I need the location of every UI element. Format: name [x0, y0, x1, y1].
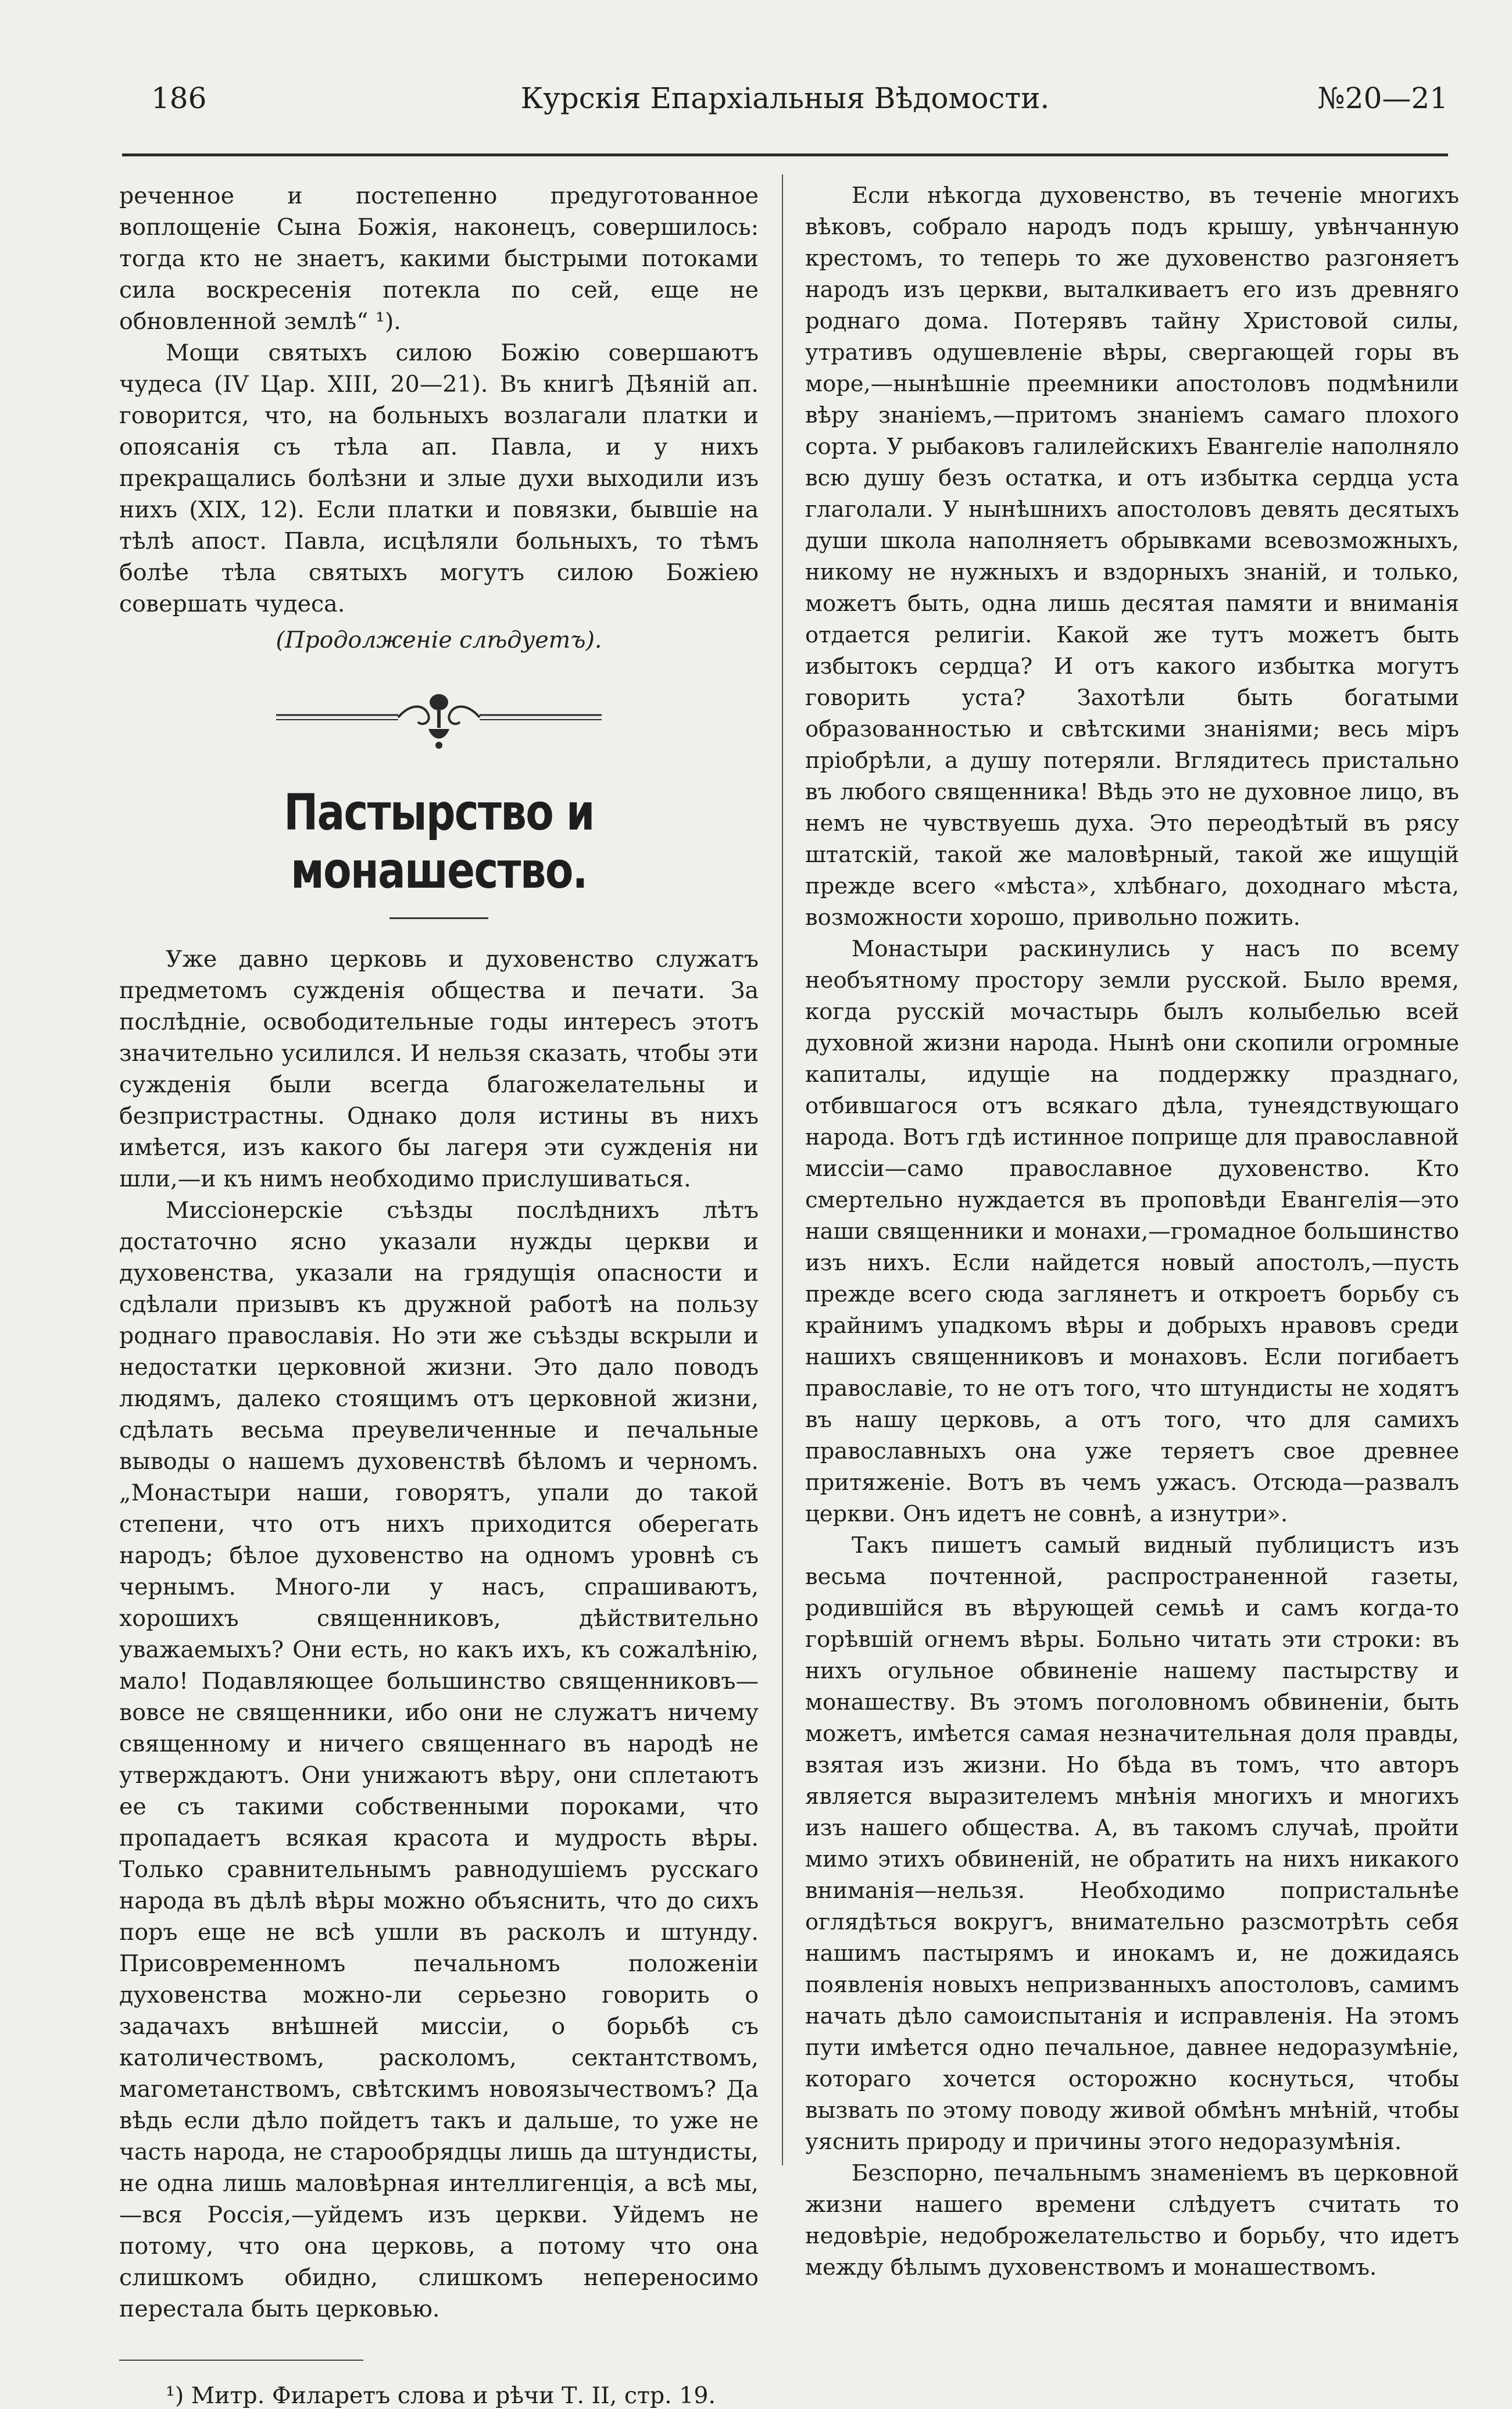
right-column [805, 180, 1459, 2283]
article-paragraph: Безспорно, печальнымъ знаменіемъ въ церковной жизни нашего времени слѣдуетъ считать то недовѣріе, недоброжелательство и борьбу, что идетъ между бѣлымъ духовенствомъ и монашествомъ. [805, 2160, 1459, 2281]
continuation-paragraph: Мощи святыхъ силою Божію совершаютъ чудеса (IV Цар. XIII, 20—21). Въ книгѣ Дѣяній ап. говорится, что, на больныхъ возлагали платки и опоясанія съ тѣла ап. Павла, и у нихъ прекращались болѣзни и злые духи выходили изъ нихъ (XIX, 12). Если платки и повязки, бывшіе на тѣлѣ апост. Павла, исцѣляли больныхъ, то тѣмъ болѣе тѣла святыхъ могутъ силою Божіею совершать чудеса. [119, 339, 759, 617]
left-column [119, 180, 759, 2407]
article-paragraph: Миссіонерскіе съѣзды послѣднихъ лѣтъ достаточно ясно указали нужды церкви и духовенства, указали на грядущія опасности и сдѣлали призывъ къ дружной работѣ на пользу роднаго православія. Но эти же съѣзды вскрыли и недостатки церковной жизни. Это дало поводъ людямъ, далеко стоящимъ отъ церковной жизни, сдѣлать весьма преувеличенные и печальные выводы о нашемъ духовенствѣ бѣломъ и черномъ. „Монастыри наши, говорятъ, упали до такой степени, что отъ нихъ приходится оберегать народъ; бѣлое духовенство на одномъ уровнѣ съ чернымъ. Много-ли у насъ, спрашиваютъ, хорошихъ священниковъ, дѣйствительно уважаемыхъ? Они есть, но какъ ихъ, къ сожалѣнію, мало! Подавляющее большинство священниковъ—вовсе не священники, ибо они не служатъ ничему священному и ничего священнаго въ народѣ не утверждаютъ. Они унижаютъ вѣру, они сплетаютъ ее съ такими собственными пороками, что пропадаетъ всякая красота и мудрость вѣры. Только сравнительнымъ равнодушіемъ русскаго народа въ дѣлѣ вѣры можно объяснить, что до сихъ поръ еще не всѣ ушли въ расколъ и штунду. Присовременномъ печальномъ положеніи духовенства можно-ли серьезно говорить о задачахъ внѣшней миссіи, о борьбѣ съ католичествомъ, расколомъ, сектантствомъ, магометанствомъ, свѣтскимъ новоязычествомъ? Да вѣдь если дѣло пойдетъ такъ и дальше, то уже не часть народа, не старообрядцы лишь да штундисты, не одна лишь маловѣрная интеллигенція, а всѣ мы,—вся Россія,—уйдемъ изъ церкви. Уйдемъ не потому, что она церковь, а потому что она слишкомъ обидно, слишкомъ непереносимо перестала быть церковью. [119, 1197, 759, 2322]
footnote: ¹) Митр. Филаретъ слова и рѣчи Т. II, стр. 19. [166, 2382, 716, 2409]
footnote-rule [119, 2360, 363, 2361]
issue-number: №20—21 [1317, 81, 1448, 115]
column-divider [782, 174, 783, 2165]
page-number: 186 [151, 81, 207, 115]
continued-note: (Продолженіе слѣдуетъ). [276, 627, 602, 653]
article-paragraph: Монастыри раскинулись у насъ по всему необъятному простору земли русской. Было время, когда русскій мочастырь былъ колыбелью всей духовной жизни народа. Нынѣ они скопили огромные капиталы, идущіе на поддержку празднаго, отбившагося отъ всякаго дѣла, тунеядствующаго народа. Вотъ гдѣ истинное поприще для православной миссіи—само православное духовенство. Кто смертельно нуждается въ проповѣди Евангелія—это наши священники и монахи,—громадное большинство изъ нихъ. Если найдется новый апостолъ,—пусть прежде всего сюда заглянетъ и откроетъ борьбу съ крайнимъ упадкомъ вѣры и добрыхъ нравовъ среди нашихъ священниковъ и монаховъ. Если погибаетъ православіе, то не отъ того, что штундисты не ходятъ въ нашу церковь, а отъ того, что для самихъ православныхъ она уже теряетъ свое древнее притяженіе. Вотъ въ чемъ ужасъ. Отсюда—развалъ церкви. Онъ идетъ не совнѣ, а изнутри». [805, 936, 1459, 1527]
continuation-paragraph: реченное и постепенно предуготованное воплощеніе Сына Божія, наконецъ, совершилось: тогда кто не знаетъ, какими быстрыми потоками сила воскресенія потекла по сей, еще не обновленной землѣ“ ¹). [119, 183, 759, 335]
article-paragraph: Уже давно церковь и духовенство служатъ предметомъ сужденія общества и печати. За послѣдніе, освободительные годы интересъ этотъ значительно усилился. И нельзя сказать, чтобы эти сужденія были всегда благожелательны и безпристрастны. Однако доля истины въ нихъ имѣется, изъ какого бы лагеря эти сужденія ни шли,—и къ нимъ необходимо прислушиваться. [119, 946, 759, 1192]
article-paragraph: Такъ пишетъ самый видный публицистъ изъ весьма почтенной, распространенной газеты, родившійся въ вѣрующей семьѣ и самъ когда-то горѣвшій огнемъ вѣры. Больно читать эти строки: въ нихъ огульное обвиненіе нашему пастырству и монашеству. Въ этомъ поголовномъ обвиненіи, быть можетъ, имѣется самая незначительная доля правды, взятая изъ жизни. Но бѣда въ томъ, что авторъ является выразителемъ мнѣнія многихъ и многихъ изъ нашего общества. А, въ такомъ случаѣ, пройти мимо этихъ обвиненій, не обратить на нихъ никакого вниманія—нельзя. Необходимо попристальнѣе оглядѣться вокругъ, внимательно разсмотрѣть себя нашимъ пастырямъ и инокамъ и, не дожидаясь появленія новыхъ непризванныхъ апостоловъ, самимъ начать дѣло самоиспытанія и исправленія. На этомъ пути имѣется одно печальное, давнее недоразумѣніе, котораго хочется осторожно коснуться, чтобы вызвать по этому поводу живой обмѣнъ мнѣній, чтобы уяснить природу и причины этого недоразумѣнія. [805, 1532, 1459, 2155]
ornament-divider [276, 686, 602, 750]
running-head [122, 81, 1448, 140]
journal-title: Курскія Епархіальныя Вѣдомости. [520, 81, 1050, 115]
article-title: Пастырство и монашество. [284, 784, 594, 900]
header-rule [122, 153, 1448, 156]
article-paragraph: Если нѣкогда духовенство, въ теченіе многихъ вѣковъ, собрало народъ подъ крышу, увѣнчанную крестомъ, то теперь то же духовенство разгоняетъ народъ изъ церкви, выталкиваетъ его изъ древняго роднаго дома. Потерявъ тайну Христовой силы, утративъ одушевленіе вѣры, свергающей горы въ море,—нынѣшніе преемники апостоловъ подмѣнили вѣру знаніемъ,—притомъ знаніемъ самаго плохого сорта. У рыбаковъ галилейскихъ Евангеліе наполняло всю душу безъ остатка, и отъ избытка сердца уста глаголали. У нынѣшнихъ апостоловъ девять десятыхъ души школа наполняетъ обрывками всевозможныхъ, никому не нужныхъ и вздорныхъ знаній, и только, можетъ быть, одна лишь десятая памяти и вниманія отдается религіи. Какой же тутъ можетъ быть избытокъ сердца? И отъ какого избытка могутъ говорить уста? Захотѣли быть богатыми образованностью и свѣтскими знаніями; весь міръ пріобрѣли, а душу потеряли. Вглядитесь пристально въ любого священника! Вѣдь это не духовное лицо, въ немъ не чувствуешь духа. Это переодѣтый въ рясу штатскій, такой же маловѣрный, такой же ищущій прежде всего «мѣста», хлѣбнаго, доходнаго мѣста, возможности хорошо, привольно пожить. [805, 183, 1459, 931]
title-rule [389, 917, 488, 919]
